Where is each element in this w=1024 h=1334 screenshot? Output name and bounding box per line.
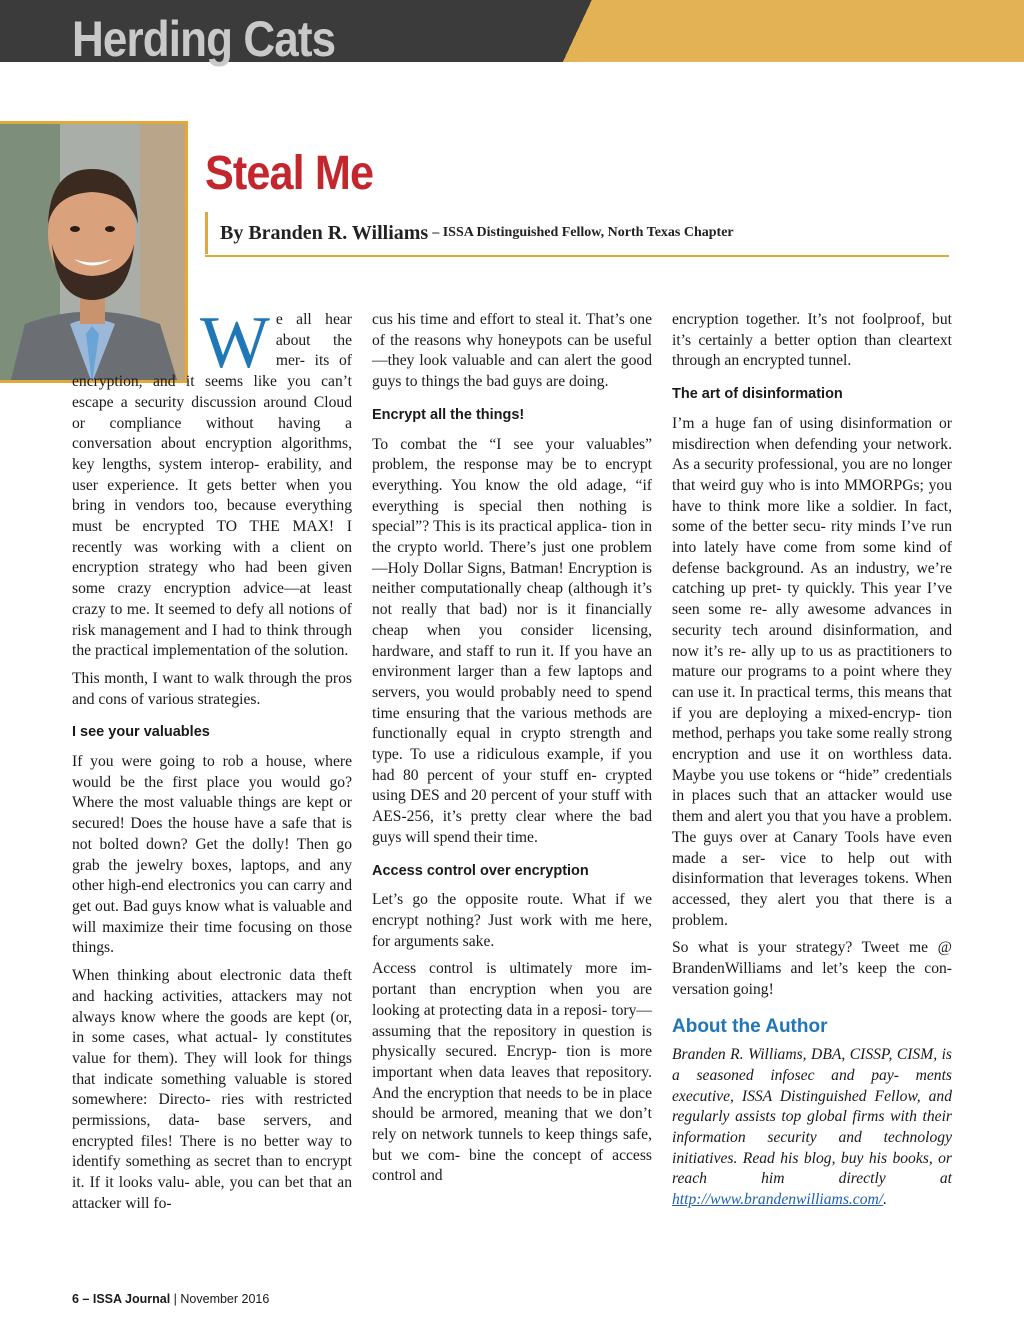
- header-bar: [0, 0, 1024, 67]
- column-1: [72, 302, 352, 1222]
- footer-date: November 2016: [180, 1292, 270, 1306]
- section-heading: I see your valuables: [72, 724, 210, 741]
- about-author-heading: About the Author: [672, 1015, 828, 1037]
- paragraph: If you were going to rob a house, where would be the first place you would go? Where the most valuable things are kept or secured! Does the house have a safe that is not bolted down? Get the dolly! Then go grab the jewelry boxes, laptops, and any other high-end electronics you can carry and get out. Bad guys know what is valuable and will maximize their time focusing on those things.: [72, 753, 352, 957]
- paragraph: This month, I want to walk through the pros and cons of various strategies.: [72, 669, 352, 708]
- intro-text: e all hear about the mer- its of encryption, and it seems like you can’t escape a security discussion around Cloud or compliance without having a conversation about encryption algorithms, key lengths, system interop- erability, and user experience. It gets better when you bring in vendors too, because everything must be encrypted TO THE MAX! I recently was working with a client on encryption strategy who had been given some crazy encryption advice—at least crazy to me. It seemed to defy all notions of risk management and I had to think through the practical implementation of the solution.: [72, 311, 352, 660]
- byline-rule: [205, 255, 949, 257]
- byline: [205, 212, 734, 254]
- paragraph: cus his time and effort to steal it. That’s one of the reasons why honeypots can be useful—they look valuable and can alert the good guys to things the bad guys are doing.: [372, 311, 652, 391]
- paragraph: When thinking about electronic data theft and hacking activities, attackers may not always know where the goods are kept (or, in some cases, what actual- ly constitutes value for them). They will look for things that indicate something valuable is stored somewhere: Directo- ries with restricted permissions, data- base servers, and encrypted files! There is no better way to identify something as secret than to encrypt it. If it looks valu- able, you can bet that an attacker will fo-: [72, 967, 352, 1212]
- footer-separator: |: [170, 1292, 181, 1306]
- paragraph: To combat the “I see your valuables” problem, the response may be to encrypt everything. You know the old adage, “if everything is special then nothing is special”? This is its practical applica- tion in the crypto world. There’s just one problem—Holy Dollar Signs, Batman! Encryption is neither computationally cheap (although it’s not really that bad) nor is it financially cheap when you consider licensing, hardware, and staff to run it. If you have an environment larger than a few laptops and servers, you would probably need to spend time ensuring that the various methods are functionally equal in crypto strength and type. To use a ridiculous example, if you had 80 percent of your stuff en- crypted using DES and 20 percent of your stuff with AES-256, it’s pretty clear where the bad guys will spend their time.: [372, 435, 652, 846]
- byline-affiliation: – ISSA Distinguished Fellow, North Texas Chapter: [432, 225, 734, 240]
- article-title: Steal Me: [205, 147, 374, 200]
- paragraph: Let’s go the opposite route. What if we encrypt nothing? Just work with me here, for arguments sake.: [372, 891, 652, 950]
- section-heading: Encrypt all the things!: [372, 406, 525, 423]
- drop-cap: W: [200, 302, 270, 384]
- series-title: Herding Cats: [72, 11, 336, 67]
- footer-page: 6 – ISSA Journal: [72, 1292, 171, 1306]
- section-heading: Access control over encryption: [372, 862, 589, 879]
- page-footer: [72, 1292, 269, 1306]
- about-author-bio: [672, 1045, 952, 1211]
- intro-paragraph: [72, 302, 352, 662]
- paragraph: So what is your strategy? Tweet me @ BrandenWilliams and let’s keep the con- versation going!: [672, 939, 952, 998]
- bio-text: Branden R. Williams, DBA, CISSP, CISM, is a seasoned infosec and pay- ments executive, ISSA Distinguished Fellow, and regularly assists top global firms with their information security and technology initiatives. Read his blog, buy his books, or reach him directly at: [672, 1046, 952, 1188]
- paragraph: encryption together. It’s not foolproof, but it’s certainly a better option than cleartext through an encrypted tunnel.: [672, 311, 952, 370]
- bio-end: .: [883, 1191, 888, 1209]
- section-heading: The art of disinformation: [672, 386, 843, 403]
- author-website-link[interactable]: http://www.brandenwilliams.com/: [672, 1191, 884, 1209]
- paragraph: I’m a huge fan of using disinformation or misdirection when defending your network. As a security professional, you are no longer that weird guy who is into MMORPGs; you have to think more like a soldier. In fact, some of the better secu- rity minds I’ve run into lately have come from some kind of defense background. As an industry, we’re catching up pret- ty quickly. This year I’ve seen some re- ally awesome advances in security tech around disinformation, and now it’s re- ally up to us as practitioners to mature our programs to a point where they can use it. In practical terms, this means that if you are deploying a mixed-encryp- tion method, perhaps you take some really strong encryption and use it on worthless data. Maybe you use tokens or “hide” credentials in places such that an attacker would use them and alert you that you have a problem. The guys over at Canary Tools have even made a ser- vice to help out with disinformation that leverages tokens. When accessed, they alert you that there is a problem.: [672, 414, 952, 929]
- byline-author: By Branden R. Williams: [220, 221, 429, 244]
- paragraph: Access control is ultimately more im- portant than encryption when you are looking at protecting data in a reposi- tory—assuming that the repository in question is physically secured. Encryp- tion is more important when data leaves that repository. And the encryption that needs to be in place should be armored, meaning that we don’t rely on network tunnels to keep things safe, but we com- bine the concept of access control and: [372, 960, 652, 1185]
- column-2: [372, 310, 652, 1194]
- column-3: [672, 310, 952, 1218]
